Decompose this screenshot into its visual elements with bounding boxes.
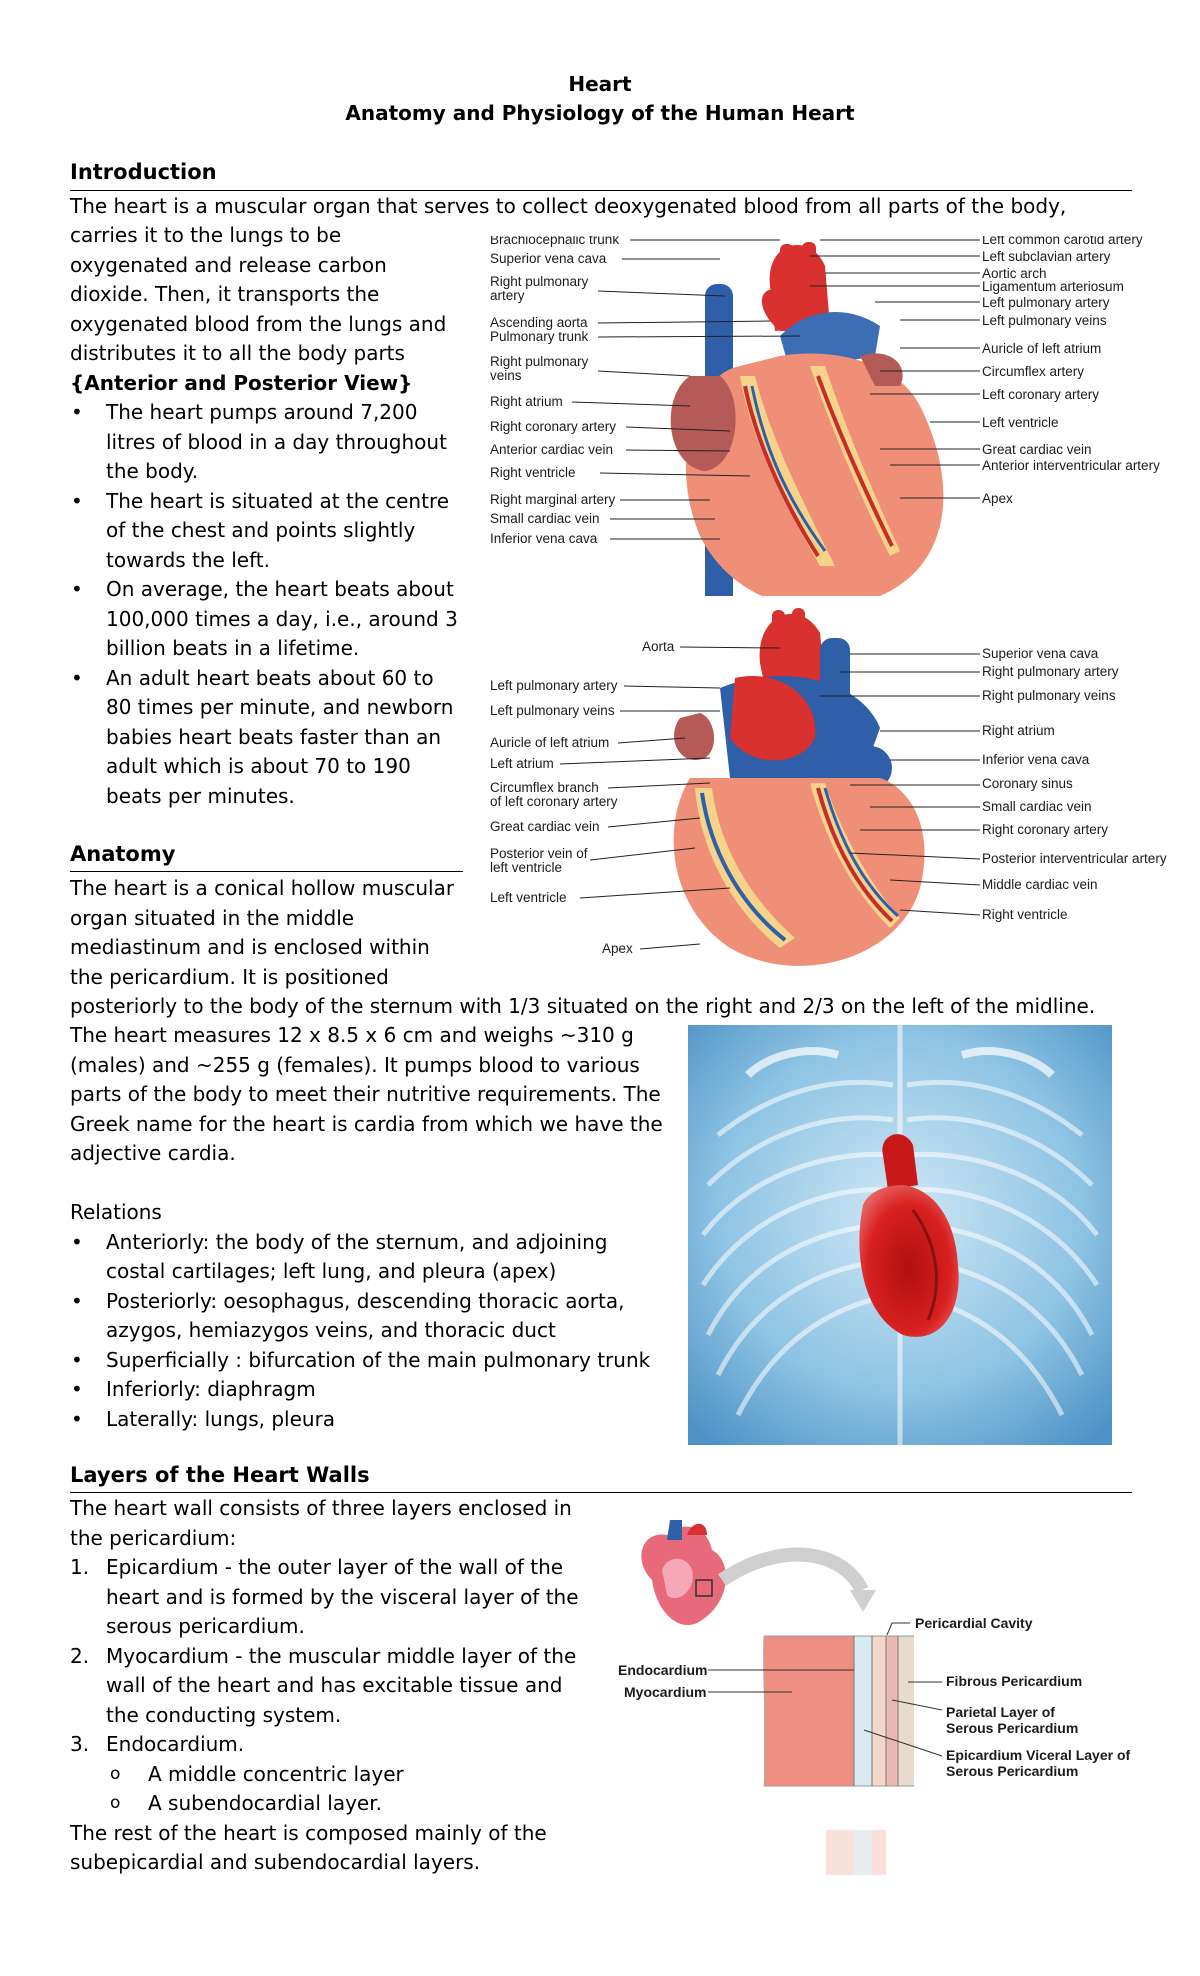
list-item: • On average, the heart beats about 100,000 times a day, i.e., around 3 billion beats in a lifetime. [70, 575, 470, 664]
svg-text:Left pulmonary veins: Left pulmonary veins [490, 703, 615, 718]
svg-text:Parietal Layer of: Parietal Layer of [946, 1704, 1055, 1720]
svg-text:Left common carotid artery: Left common carotid artery [982, 236, 1143, 247]
svg-text:Right ventricle: Right ventricle [982, 907, 1068, 922]
svg-text:Endocardium: Endocardium [618, 1662, 708, 1678]
svg-text:Auricle of left atrium: Auricle of left atrium [490, 735, 610, 750]
svg-text:Right ventricle: Right ventricle [490, 465, 576, 480]
svg-text:Anterior cardiac vein: Anterior cardiac vein [490, 442, 614, 457]
wall-layer-block [764, 1636, 914, 1786]
layers-heading: Layers of the Heart Walls [70, 1463, 370, 1487]
svg-text:Small cardiac vein: Small cardiac vein [982, 799, 1092, 814]
anatomy-rule [70, 871, 463, 872]
anatomy-paragraph: The heart is a conical hollow muscular organ situated in the middle mediastinum and is enclosed within the pericardium. It is positioned [70, 876, 455, 989]
list-item: • Laterally: lungs, pleura [70, 1405, 680, 1435]
svg-text:Great cardiac vein: Great cardiac vein [982, 442, 1092, 457]
svg-text:Right pulmonary veins: Right pulmonary veins [982, 688, 1116, 703]
anterior-left-labels [490, 236, 619, 546]
svg-text:Right pulmonary artery: Right pulmonary artery [982, 664, 1119, 679]
svg-text:Ascending aorta: Ascending aorta [490, 315, 588, 330]
svg-text:Apex: Apex [982, 491, 1013, 506]
svg-text:Inferior vena cava: Inferior vena cava [982, 752, 1090, 767]
page-subtitle: Anatomy and Physiology of the Human Heart [345, 101, 855, 125]
layers-rule [70, 1492, 1132, 1493]
list-item: • The heart is situated at the centre of the chest and points slightly towards the left. [70, 487, 470, 576]
endocardium-sublist [70, 1760, 610, 1819]
relations-title: Relations [70, 1200, 162, 1224]
heart-posterior-illustration [674, 608, 925, 966]
svg-text:Brachiocephalic trunk: Brachiocephalic trunk [490, 236, 620, 247]
svg-text:Fibrous Pericardium: Fibrous Pericardium [946, 1673, 1083, 1689]
svg-text:Apex: Apex [602, 941, 633, 956]
anatomy-heading: Anatomy [70, 842, 176, 866]
svg-text:Auricle of left atrium: Auricle of left atrium [982, 341, 1102, 356]
svg-text:Serous Pericardium: Serous Pericardium [946, 1720, 1079, 1736]
small-heart-icon [641, 1520, 726, 1625]
view-label: {Anterior and Posterior View} [70, 370, 413, 395]
svg-text:Right pulmonary: Right pulmonary [490, 354, 589, 369]
list-item: o A middle concentric layer [70, 1760, 610, 1790]
svg-text:Epicardium Viceral Layer of: Epicardium Viceral Layer of [946, 1747, 1131, 1763]
svg-text:Circumflex branch: Circumflex branch [490, 780, 599, 795]
page-title: Heart [568, 72, 632, 96]
svg-text:Left pulmonary veins: Left pulmonary veins [982, 313, 1107, 328]
wall-bottom-fade [826, 1830, 886, 1875]
list-item: • Superficially : bifurcation of the main pulmonary trunk [70, 1346, 680, 1376]
intro-rule [70, 190, 1132, 191]
svg-text:Left pulmonary artery: Left pulmonary artery [982, 295, 1110, 310]
list-item: • An adult heart beats about 60 to 80 times per minute, and newborn babies heart beats faster than an adult which is about 70 to 190 beats per minutes. [70, 664, 470, 812]
svg-text:Coronary sinus: Coronary sinus [982, 776, 1073, 791]
list-item: 1. Epicardium - the outer layer of the wall of the heart and is formed by the visceral layer of the serous pericardium. [70, 1555, 579, 1638]
intro-heading: Introduction [70, 160, 217, 184]
intro-paragraph [70, 221, 470, 811]
svg-text:Right coronary artery: Right coronary artery [490, 419, 617, 434]
heart-wall-diagram [612, 1520, 1172, 1880]
intro-line: oxygenated and release carbon [70, 252, 387, 277]
svg-text:Posterior vein of: Posterior vein of [490, 846, 588, 861]
svg-text:Left coronary artery: Left coronary artery [982, 387, 1100, 402]
svg-text:Aorta: Aorta [642, 639, 675, 654]
svg-text:Circumflex artery: Circumflex artery [982, 364, 1085, 379]
svg-text:Right atrium: Right atrium [982, 723, 1055, 738]
svg-text:Aortic arch: Aortic arch [982, 266, 1047, 281]
svg-text:Left subclavian artery: Left subclavian artery [982, 249, 1111, 264]
list-item: 2. Myocardium - the muscular middle layer of the wall of the heart and has excitable tissue and the conducting system. [70, 1643, 577, 1727]
svg-text:Ligamentum arteriosum: Ligamentum arteriosum [982, 279, 1124, 294]
svg-text:Left atrium: Left atrium [490, 756, 554, 771]
chest-heart-illustration [688, 1025, 1112, 1445]
svg-text:Posterior interventricular art: Posterior interventricular artery [982, 851, 1167, 866]
svg-text:Serous Pericardium: Serous Pericardium [946, 1763, 1079, 1779]
relations-list [70, 1228, 680, 1435]
list-item: 3. Endocardium. [70, 1732, 245, 1756]
intro-line: dioxide. Then, it transports the [70, 282, 380, 306]
svg-text:artery: artery [490, 288, 525, 303]
anterior-right-labels [982, 236, 1160, 506]
svg-text:Right marginal artery: Right marginal artery [490, 492, 616, 507]
layers-list [70, 1553, 610, 1760]
list-item: • Inferiorly: diaphragm [70, 1375, 680, 1405]
svg-text:Left ventricle: Left ventricle [490, 890, 567, 905]
intro-first-line: The heart is a muscular organ that serves to collect deoxygenated blood from all parts of the body, [70, 194, 1067, 218]
svg-text:Left ventricle: Left ventricle [982, 415, 1059, 430]
posterior-right-labels [982, 646, 1167, 922]
svg-text:Middle cardiac vein: Middle cardiac vein [982, 877, 1098, 892]
anatomy-paragraph-2: The heart measures 12 x 8.5 x 6 cm and weighs ~310 g (males) and ~255 g (females). It pumps blood to various parts of the body to meet their nutritive requirements. The Greek name for the heart is cardia from which we have the adjective cardia. Relations • Anteriorly: the body of the sternum, and adjoining costal cartilages; left lung, and pleura (apex) • Posteriorly: oesophagus, descending thoracic aorta, azygos, hemiazygos veins, and thoracic duct • Superficially : bifurcation of the main pulmonary trunk • Inferiorly: diaphragm • Laterally: lungs, pleura [70, 1021, 680, 1434]
svg-text:Inferior vena cava: Inferior vena cava [490, 531, 598, 546]
posterior-heart-diagram [480, 608, 1200, 968]
intro-bullets [70, 398, 470, 811]
svg-text:veins: veins [490, 368, 522, 383]
svg-text:Right atrium: Right atrium [490, 394, 563, 409]
svg-text:of left coronary artery: of left coronary artery [490, 794, 618, 809]
svg-text:Small cardiac vein: Small cardiac vein [490, 511, 600, 526]
intro-line: oxygenated blood from the lungs and [70, 311, 447, 336]
svg-text:Pericardial Cavity: Pericardial Cavity [915, 1615, 1033, 1631]
list-item: • The heart pumps around 7,200 litres of blood in a day throughout the body. [70, 398, 470, 487]
list-item: • Posteriorly: oesophagus, descending thoracic aorta, azygos, hemiazygos veins, and thoracic duct [70, 1287, 680, 1346]
svg-text:Pulmonary trunk: Pulmonary trunk [490, 329, 589, 344]
list-item: o A subendocardial layer. [70, 1789, 610, 1819]
anatomy-wide-line: posteriorly to the body of the sternum with 1/3 situated on the right and 2/3 on the left of the midline. [70, 994, 1096, 1018]
svg-text:Anterior interventricular arte: Anterior interventricular artery [982, 458, 1160, 473]
arrow-icon [850, 1590, 876, 1612]
svg-text:left ventricle: left ventricle [490, 860, 563, 875]
svg-text:Right pulmonary: Right pulmonary [490, 274, 589, 289]
svg-text:Superior vena cava: Superior vena cava [490, 251, 607, 266]
svg-text:Superior vena cava: Superior vena cava [982, 646, 1099, 661]
intro-line: distributes it to all the body parts [70, 341, 405, 365]
svg-text:Great cardiac vein: Great cardiac vein [490, 819, 600, 834]
anterior-heart-diagram [480, 236, 1200, 596]
svg-text:Myocardium: Myocardium [624, 1684, 707, 1700]
svg-text:Left pulmonary artery: Left pulmonary artery [490, 678, 618, 693]
list-item: • Anteriorly: the body of the sternum, and adjoining costal cartilages; left lung, and pleura (apex) [70, 1228, 680, 1287]
intro-line: carries it to the lungs to be [70, 223, 342, 247]
svg-text:Right coronary artery: Right coronary artery [982, 822, 1109, 837]
layers-paragraph: The heart wall consists of three layers enclosed in the pericardium: 1. Epicardium - the outer layer of the wall of the heart and is formed by the visceral layer of the serous pericardium. 2. Myocardium - the muscular middle layer of the wall of the heart and has excitable tissue and the conducting system. 3. Endocardium. o A middle concentric layer o A subendocardial layer. The rest of the heart is composed mainly of the subepicardial and subendocardial layers. [70, 1494, 610, 1878]
